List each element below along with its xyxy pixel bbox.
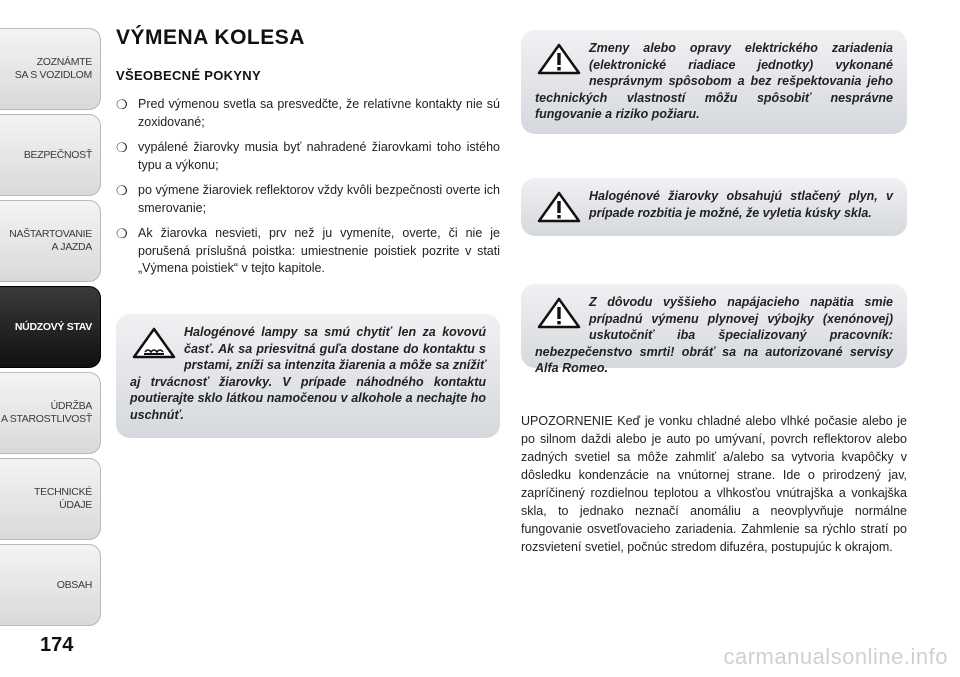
warning-box-voltage: Z dôvodu vyššieho napájacieho napätia smie prípadnú výmenu plynovej výbojky (xenónovej) uskutočniť iba špecializovaný pracovník: nebezpečenstvo smrti! obráť sa na autorizované servisy Alfa Romeo. bbox=[521, 284, 907, 368]
bullet-circle-icon: ❍ bbox=[116, 226, 128, 241]
tab-bezpecnost[interactable] bbox=[0, 114, 101, 196]
list-item: ❍ Pred výmenou svetla sa presvedčte, že relatívne kontakty nie sú zoxidované; bbox=[116, 96, 500, 131]
page-number: 174 bbox=[40, 634, 74, 656]
watermark: carmanualsonline.info bbox=[723, 644, 948, 669]
section-subtitle: VŠEOBECNÉ POKYNY bbox=[116, 68, 261, 83]
condensation-note: UPOZORNENIE Keď je vonku chladné alebo vlhké počasie alebo je po silnom daždi alebo je auto po umývaní, povrch reflektorov alebo zadných svetiel sa môže zahmliť a/alebo sa vytvoria kvapôčky v dôsledku kondenzácie na vnútornej strane. Ide o prirodzený jav, zapríčinený rozdielnou teplotou a vlhkosťou vnútrajška a vonkajška skla, to jednako neznačí anomáliu a neovplyvňuje normálne fungovanie osvetľovacieho zariadenia. Zahmlenie sa rýchlo stratí po rozsvietení svetiel, počnúc stredom difuzéra, postupujúc k okrajom. bbox=[521, 414, 907, 554]
list-item: ❍ vypálené žiarovky musia byť nahradené žiarovkami toho istého typu a výkonu; bbox=[116, 139, 500, 174]
warning-box-electrical: Zmeny alebo opravy elektrického zariadenia (elektronické riadiace jednotky) vykonané nesprávnym spôsobom a bez rešpektovania jeho technických vlastností môžu spôsobiť nesprávne fungovanie a riziko požiaru. bbox=[521, 30, 907, 134]
section-title: VÝMENA KOLESA bbox=[116, 26, 305, 49]
bullet-circle-icon: ❍ bbox=[116, 140, 128, 155]
warning-triangle-icon bbox=[535, 190, 583, 224]
tab-label: OBSAH bbox=[56, 578, 92, 591]
tab-udrzba[interactable] bbox=[0, 372, 101, 454]
tab-nastartovanie[interactable] bbox=[0, 200, 101, 282]
tab-label: NAŠTARTOVANIE A JAZDA bbox=[9, 228, 92, 253]
hot-surface-warning-icon bbox=[130, 326, 178, 360]
warning-triangle-icon bbox=[535, 42, 583, 76]
tab-label: NÚDZOVÝ STAV bbox=[14, 320, 92, 333]
tab-technicke-udaje[interactable] bbox=[0, 458, 101, 540]
tab-obsah[interactable] bbox=[0, 544, 101, 626]
tab-label: ZOZNÁMTE SA S VOZIDLOM bbox=[14, 56, 92, 81]
tab-label: BEZPEČNOSŤ bbox=[23, 148, 92, 161]
tab-label: ÚDRŽBA A STAROSTLIVOSŤ bbox=[1, 400, 92, 425]
tab-nudzovy-stav[interactable] bbox=[0, 286, 101, 368]
bullet-circle-icon: ❍ bbox=[116, 183, 128, 198]
warning-box-halogen-handling: Halogénové lampy sa smú chytiť len za kovovú časť. Ak sa priesvitná guľa dostane do kontaktu s prstami, zníži sa intenzita žiarenia a môže sa znížiť aj trvácnosť žiarovky. V prípade náhodného kontaktu poutierajte sklo látkou namočenou v alkohole a nechajte ho uschnúť. bbox=[116, 314, 500, 438]
bullet-list bbox=[116, 96, 500, 286]
list-item: ❍ po výmene žiaroviek reflektorov vždy kvôli bezpečnosti overte ich smerovanie; bbox=[116, 182, 500, 217]
tab-label: TECHNICKÉ ÚDAJE bbox=[34, 486, 92, 511]
bullet-circle-icon: ❍ bbox=[116, 97, 128, 112]
warning-triangle-icon bbox=[535, 296, 583, 330]
tab-zoznamte[interactable] bbox=[0, 28, 101, 110]
list-item: ❍ Ak žiarovka nesvieti, prv než ju vymeníte, overte, či nie je porušená príslušná poistka: umiestnenie poistiek pozrite v stati „Výmena poistiek“ v tejto kapitole. bbox=[116, 225, 500, 278]
warning-box-pressure: Halogénové žiarovky obsahujú stlačený plyn, v prípade rozbitia je možné, že vyletia kúsky skla. bbox=[521, 178, 907, 236]
